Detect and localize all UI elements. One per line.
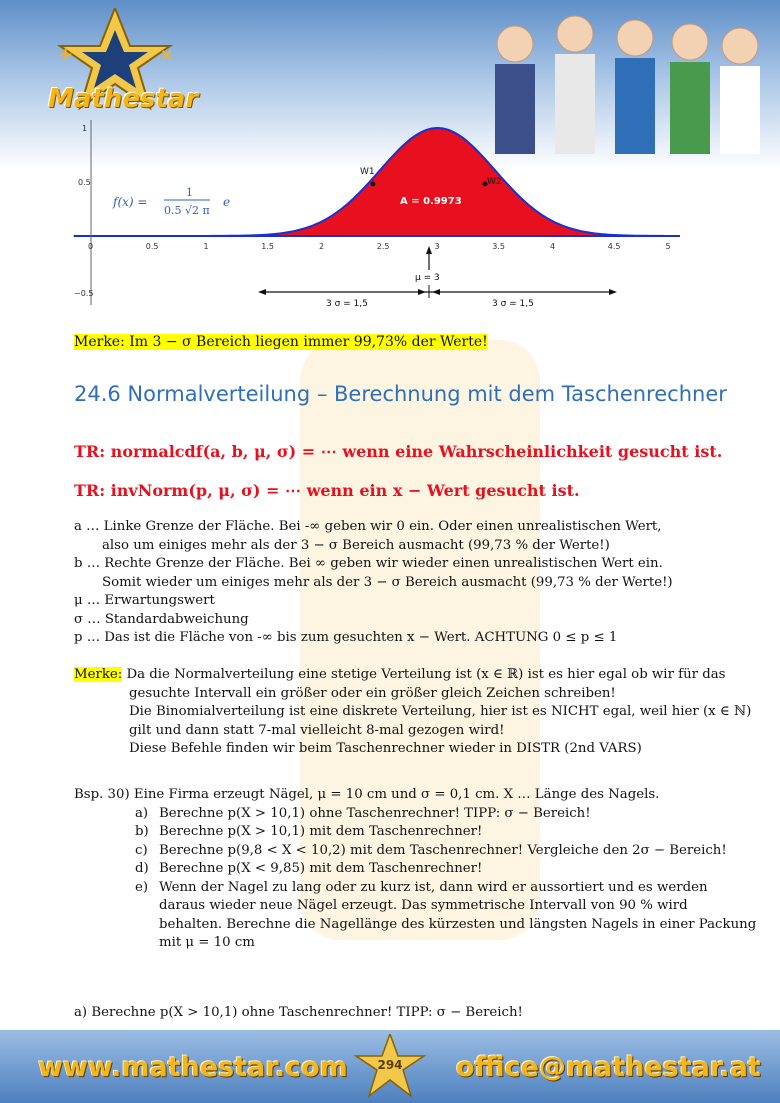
y-tick-05: 0.5 [78,178,91,187]
def-a: a … Linke Grenze der Fläche. Bei -∞ geben wir 0 ein. Oder einen unrealistischen Wert, [74,519,662,534]
mu-label: μ = 3 [415,273,440,283]
x-tick-label: 2 [319,242,325,251]
page-number: 294 [377,1058,403,1072]
merke-label: Merke: [74,667,123,682]
merke-three-sigma: Merke: Im 3 − σ Bereich liegen immer 99,73% der Werte! [74,334,488,350]
section-title: 24.6 Normalverteilung – Berechnung mit dem Taschenrechner [74,382,727,406]
area-label: A = 0.9973 [400,196,462,207]
y-tick-neg05: −0.5 [74,289,94,298]
x-tick-label: 0.5 [145,242,159,251]
x-tick-label: 0 [88,242,94,251]
x-tick-label: 4.5 [607,242,621,251]
w2-label: W2 [487,177,502,187]
logo-text: Mathestar [48,84,199,114]
task-b: b) Berechne p(X > 10,1) mit dem Taschenrechner! [135,824,483,839]
tr-invnorm: TR: invNorm(p, μ, σ) = ⋯ wenn ein x − Wert gesucht ist. [74,481,580,500]
def-a-cont: also um einiges mehr als der 3 − σ Bereich ausmacht (99,73 % der Werte!) [102,537,610,553]
parameter-definitions [74,518,673,648]
svg-text:+: + [58,44,74,65]
example-30: Bsp. 30) Eine Firma erzeugt Nägel, μ = 10 cm und σ = 0,1 cm. X … Länge des Nagels. a) Berechne p(X > 10,1) ohne Taschenrechner! TIPP: σ − Bereich! b) Berechne p(X > 10,1) mit dem Taschenrechner! c) Berechne p(9,8 < X < 10,2) mit dem Taschenrechner! Vergleiche den 2σ − Bereich! d) Berechne p(X < 9,85) mit dem Taschenrechner! e) Wenn der Nagel zu lang oder zu kurz ist, dann wird er aussortiert und es werden daraus wieder neue Nägel erzeugt. Das symmetrische Intervall von 90 % wird behalten. Berechne die Nagellänge des kürzesten und längsten Nagels in einer Packung mit μ = 10 cm [74,787,757,950]
task-c: c) Berechne p(9,8 < X < 10,2) mit dem Taschenrechner! Vergleiche den 2σ − Bereich! [135,842,727,858]
def-p: p … Das ist die Fläche von -∞ bis zum gesuchten x − Wert. ACHTUNG 0 ≤ p ≤ 1 [74,630,618,645]
def-b-cont: Somit wieder um einiges mehr als der 3 − σ Bereich ausmacht (99,73 % der Werte!) [102,574,673,590]
def-sigma: σ … Standardabweichung [74,611,249,627]
x-tick-label: 3.5 [492,242,506,251]
answer-a-heading: a) Berechne p(X > 10,1) ohne Taschenrechner! TIPP: σ − Bereich! [74,1005,523,1020]
x-tick-label: 1 [203,242,209,251]
x-tick-label: 2.5 [376,242,390,251]
merke-stetig: Merke: Da die Normalverteilung eine stetige Verteilung ist (x ∈ ℝ) ist es hier egal ob wir für das gesuchte Intervall ein größer oder ein größer gleich Zeichen schreiben! Die Binomialverteilung ist eine diskrete Verteilung, hier ist es NICHT egal, weil hier (x ∈ ℕ) gilt und dann statt 7-mal vielleicht 8-mal gezogen wird! Diese Befehle finden wir beim Taschenrechner wieder in DISTR (2nd VARS) [74,667,752,756]
footer-email[interactable]: office@mathestar.at [456,1052,761,1083]
sigma-left-label: 3 σ = 1,5 [326,299,368,309]
example-intro: Bsp. 30) Eine Firma erzeugt Nägel, μ = 10 cm und σ = 0,1 cm. X … Länge des Nagels. [74,787,660,802]
formula-lhs: f(x) = [113,195,148,209]
task-a: a) Berechne p(X > 10,1) ohne Taschenrechner! TIPP: σ − Bereich! [135,805,591,821]
shaded-area [264,128,611,236]
svg-text:×: × [160,45,174,64]
formula-num: 1 [186,186,193,199]
normal-distribution-graph [60,120,680,320]
x-tick-label: 4 [550,242,556,251]
x-tick-label: 1.5 [261,242,275,251]
task-e: e) Wenn der Nagel zu lang oder zu kurz ist, dann wird er aussortiert und es werden [135,879,708,895]
def-b: b … Rechte Grenze der Fläche. Bei ∞ geben wir wieder einen unrealistischen Wert ein. [74,556,663,571]
def-mu: μ … Erwartungswert [74,593,215,608]
y-tick-1: 1 [82,124,88,133]
formula-den: 0.5 √2 π [164,204,210,217]
x-tick-label: 5 [665,242,671,251]
formula-exp: e [223,195,231,209]
task-d: d) Berechne p(X < 9,85) mit dem Taschenrechner! [135,861,483,876]
w1-label: W1 [360,167,375,177]
w1-point [371,182,376,187]
x-tick-label: 3 [434,242,440,251]
sigma-right-label: 3 σ = 1,5 [492,299,534,309]
tr-normalcdf: TR: normalcdf(a, b, μ, σ) = ⋯ wenn eine Wahrscheinlichkeit gesucht ist. [74,442,723,461]
footer-website[interactable]: www.mathestar.com [38,1052,348,1083]
